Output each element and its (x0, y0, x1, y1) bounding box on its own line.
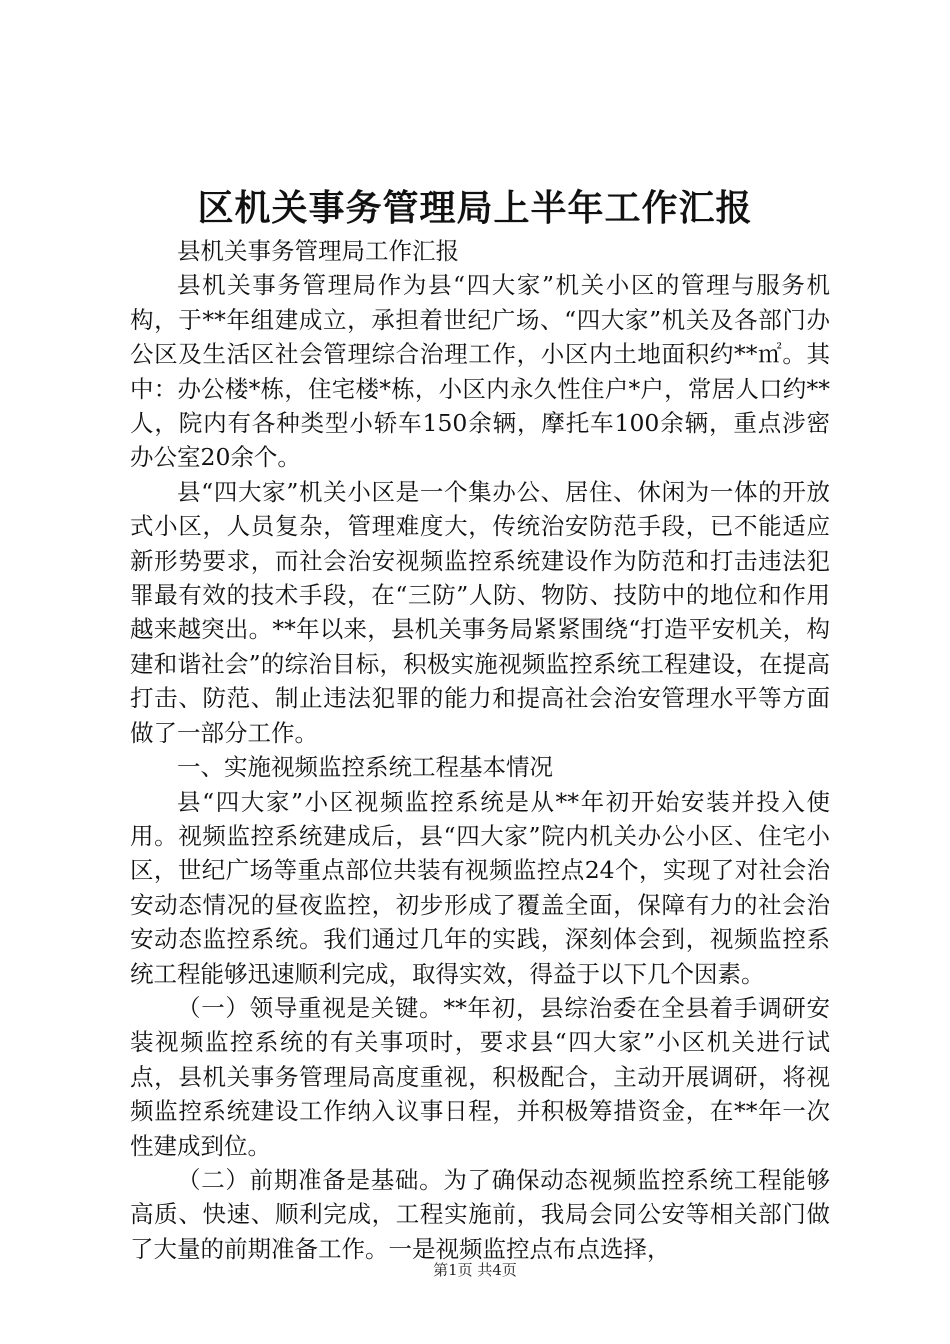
body-paragraph: 县“四大家”机关小区是一个集办公、居住、休闲为一体的开放式小区，人员复杂，管理难度大，传统治安防范手段，已不能适应新形势要求，而社会治安视频监控系统建设作为防范和打击违法犯罪最有效的技术手段，在“三防”人防、物防、技防中的地位和作用越来越突出。**年以来，县机关事务局紧紧围绕“打造平安机关，构建和谐社会”的综治目标，积极实施视频监控系统工程建设，在提高打击、防范、制止违法犯罪的能力和提高社会治安管理水平等方面做了一部分工作。 (130, 477, 830, 747)
section-heading: 一、实施视频监控系统工程基本情况 (177, 753, 553, 782)
subtitle-paragraph: 县机关事务管理局工作汇报 (177, 237, 459, 265)
document-body (130, 234, 830, 1266)
body-paragraph: 县机关事务管理局作为县“四大家”机关小区的管理与服务机构，于**年组建成立，承担着世纪广场、“四大家”机关及各部门办公区及生活区社会管理综合治理工作，小区内土地面积约**㎡。其中：办公楼*栋，住宅楼*栋，小区内永久性住户*户，常居人口约**人，院内有各种类型小轿车150余辆，摩托车100余辆，重点涉密办公室20余个。 (130, 271, 830, 472)
page-number-footer: 第1页 共4页 (433, 1261, 517, 1279)
body-paragraph: 县“四大家”小区视频监控系统是从**年初开始安装并投入使用。视频监控系统建成后，县“四大家”院内机关办公小区、住宅小区，世纪广场等重点部位共装有视频监控点24个，实现了对社会治安动态情况的昼夜监控，初步形成了覆盖全面，保障有力的社会治安动态监控系统。我们通过几年的实践，深刻体会到，视频监控系统工程能够迅速顺利完成，取得实效，得益于以下几个因素。 (130, 787, 830, 988)
document-title: 区机关事务管理局上半年工作汇报 (197, 187, 753, 229)
body-paragraph: （一）领导重视是关键。**年初，县综治委在全县着手调研安装视频监控系统的有关事项时，要求县“四大家”小区机关进行试点，县机关事务管理局高度重视，积极配合，主动开展调研，将视频监控系统建设工作纳入议事日程，并积极筹措资金，在**年一次性建成到位。 (130, 993, 830, 1160)
body-paragraph: （二）前期准备是基础。为了确保动态视频监控系统工程能够高质、快速、顺利完成，工程实施前，我局会同公安等相关部门做了大量的前期准备工作。一是视频监控点布点选择， (130, 1165, 830, 1263)
